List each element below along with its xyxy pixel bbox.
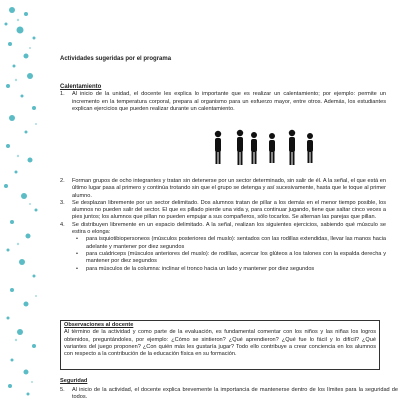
teacher-observations-box xyxy=(60,320,380,370)
warmup-title: Calentamiento xyxy=(60,84,102,90)
page-title: Actividades sugeridas por el programa xyxy=(60,56,172,62)
list-item: 3. Se desplazan libremente por un sector delimitado. Dos alumnos tratan de pillar a los demás en el menor tiempo posible, los alumnos no pueden salir del sector. El que es pillado pierde una vida y, para continuar jugando, tiene que saltar cinco veces a pies juntos; los alumnos que pillan no pueden empujar a sus compañeros, sólo tocarlos. Se alternan las parejas que pillan. xyxy=(60,199,386,221)
document-page xyxy=(60,0,398,401)
stretch-bullet: • para isquiotibiopersoneos (músculos posteriores del muslo): sentados con las rodillas extendidas, llevar las manos hacia adelante y mantener por diez segundos xyxy=(76,236,386,250)
observations-title: Observaciones al docente xyxy=(64,322,134,328)
activity-list xyxy=(60,178,386,273)
list-item: 2. Forman grupos de ocho integrantes y tratan sin detenerse por un sector determinado, sin salir de él. A la señal, el que está en último lugar pasa al primero y continúa trotando sin que el grupo se detenga y así sucesivamente, hasta que le toque al primer alumno. xyxy=(60,178,386,199)
children-silhouettes-illustration xyxy=(210,128,330,170)
observations-text: Al término de la actividad y como parte de la evaluación, es fundamental comentar con los niños y las niñas los logros obtenidos, preguntándoles, por ejemplo: ¿Cómo se sintieron? ¿Qué aprendieron? ¿Qué fue lo fácil y lo difícil? ¿Qué variantes del juego proponen? ¿Con quién más les gustaría jugar? Todo ello contribuye a crear conciencia en los alumnos con respecto a la contribución de la educación física en su formación. xyxy=(64,329,376,358)
list-item: 4. Se distribuyen libremente en un espacio delimitado. A la señal, realizan los siguientes ejercicios, sabiendo qué músculo se estira o elonga: xyxy=(60,221,386,236)
decorative-dot-border xyxy=(0,0,48,400)
safety-title: Seguridad xyxy=(60,378,88,384)
stretch-bullet: • para músculos de la columna: inclinar el tronco hacia un lado y mantener por diez segundos xyxy=(76,265,315,272)
stretch-bullet: • para cuádriceps (músculos anteriores del muslo): de rodillas, acercar los glúteos a los talones con la espalda derecha y mantener por diez segundos xyxy=(76,250,386,265)
warmup-section xyxy=(60,84,386,113)
list-item: 1. Al inicio de la unidad, el docente les explica lo importante que es realizar un calentamiento; por ejemplo: permite un incremento en la temperatura corporal, prepara al organismo para un esfuerzo mayor, entre otros. Además, los estudiantes explican ejercicios que pueden realizar durante un calentamiento. xyxy=(60,91,386,112)
list-item: 5. Al inicio de la actividad, el docente explica brevemente la importancia de mantenerse dentro de los límites para la seguridad de todos. xyxy=(60,387,398,401)
